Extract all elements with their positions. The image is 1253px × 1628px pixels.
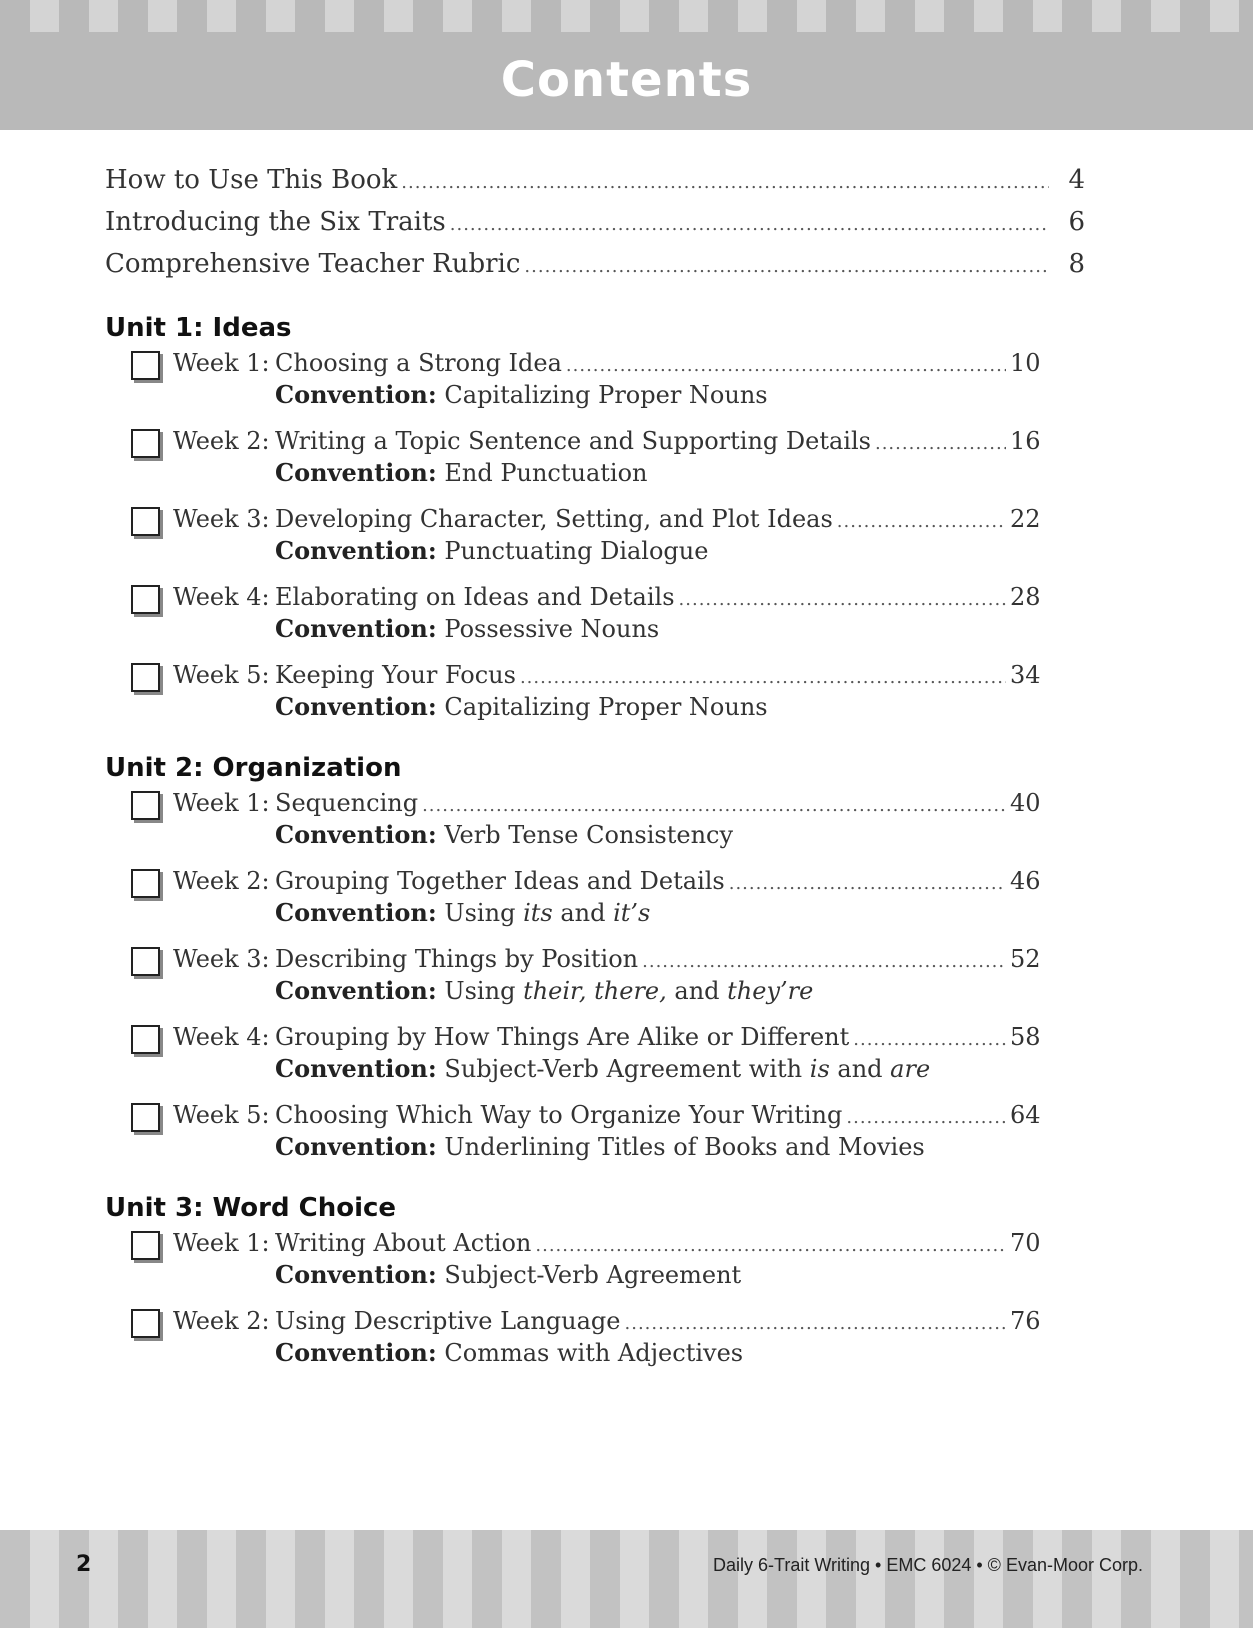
week-entry	[105, 349, 1085, 427]
convention-text: is	[809, 1055, 830, 1083]
week-label: Week 1:	[173, 1229, 270, 1257]
convention-text: Possessive Nouns	[444, 615, 660, 643]
week-page: 46	[1010, 867, 1041, 895]
week-entry	[105, 505, 1085, 583]
week-entry	[105, 661, 1085, 739]
dot-leader	[729, 873, 1006, 894]
entry-title: Introducing the Six Traits	[105, 207, 446, 237]
convention-text: they’re	[727, 977, 814, 1005]
week-title: Developing Character, Setting, and Plot Ideas	[275, 505, 833, 533]
dot-leader	[625, 1313, 1007, 1334]
dot-leader	[679, 589, 1006, 610]
convention-label: Convention:	[275, 1260, 437, 1289]
checkbox[interactable]	[131, 1309, 160, 1338]
convention-label: Convention:	[275, 692, 437, 721]
week-entry	[105, 1023, 1085, 1101]
convention-label: Convention:	[275, 536, 437, 565]
dot-leader	[401, 172, 1049, 193]
week-title-line[interactable]	[275, 583, 1040, 611]
week-title: Elaborating on Ideas and Details	[275, 583, 675, 611]
page-number: 2	[76, 1552, 92, 1577]
dot-leader	[837, 511, 1006, 532]
convention-label: Convention:	[275, 820, 437, 849]
convention-text: Using	[444, 899, 524, 927]
convention-label: Convention:	[275, 976, 437, 1005]
page-header	[0, 0, 1253, 130]
convention-text: Subject-Verb Agreement	[444, 1261, 742, 1289]
checkbox[interactable]	[131, 663, 160, 692]
convention-label: Convention:	[275, 898, 437, 927]
week-entry	[105, 1101, 1085, 1179]
week-page: 28	[1010, 583, 1041, 611]
week-entry	[105, 1229, 1085, 1307]
week-title: Choosing a Strong Idea	[275, 349, 562, 377]
convention-text: and	[666, 977, 728, 1005]
week-title-line[interactable]	[275, 867, 1040, 895]
dot-leader	[853, 1029, 1006, 1050]
entry-page: 8	[1068, 249, 1085, 279]
week-entry	[105, 945, 1085, 1023]
unit-week-list	[105, 1229, 1085, 1385]
week-label: Week 2:	[173, 427, 270, 455]
week-title-line[interactable]	[275, 349, 1040, 377]
week-page: 40	[1010, 789, 1041, 817]
dot-leader	[535, 1235, 1006, 1256]
convention-text: it’s	[613, 899, 651, 927]
checkbox[interactable]	[131, 1103, 160, 1132]
week-title-line[interactable]	[275, 945, 1040, 973]
week-title-line[interactable]	[275, 427, 1040, 455]
convention-label: Convention:	[275, 1132, 437, 1161]
convention-text: End Punctuation	[444, 459, 648, 487]
week-page: 16	[1010, 427, 1041, 455]
entry-page: 4	[1068, 165, 1085, 195]
week-label: Week 4:	[173, 1023, 270, 1051]
convention-label: Convention:	[275, 1338, 437, 1367]
dot-leader	[875, 433, 1006, 454]
convention-text: Punctuating Dialogue	[444, 537, 709, 565]
header-stripes	[0, 0, 1253, 32]
entry-title: Comprehensive Teacher Rubric	[105, 249, 521, 279]
week-title-line[interactable]	[275, 1307, 1040, 1335]
convention-line	[275, 1260, 741, 1289]
week-title: Sequencing	[275, 789, 419, 817]
convention-text: Capitalizing Proper Nouns	[444, 693, 768, 721]
week-page: 64	[1010, 1101, 1041, 1129]
checkbox[interactable]	[131, 947, 160, 976]
week-entry	[105, 427, 1085, 505]
week-title-line[interactable]	[275, 1101, 1040, 1129]
checkbox[interactable]	[131, 1231, 160, 1260]
entry-title: How to Use This Book	[105, 165, 398, 195]
convention-text: Subject-Verb Agreement with	[444, 1055, 810, 1083]
week-label: Week 4:	[173, 583, 270, 611]
convention-line	[275, 458, 648, 487]
week-title: Writing About Action	[275, 1229, 532, 1257]
dot-leader	[846, 1107, 1006, 1128]
page-title: Contents	[500, 52, 753, 108]
week-page: 10	[1010, 349, 1041, 377]
checkbox[interactable]	[131, 791, 160, 820]
entry-page: 6	[1068, 207, 1085, 237]
convention-line	[275, 380, 768, 409]
convention-text: Verb Tense Consistency	[444, 821, 734, 849]
convention-text: Using	[444, 977, 524, 1005]
page-footer	[0, 1530, 1253, 1628]
convention-label: Convention:	[275, 614, 437, 643]
week-entry	[105, 789, 1085, 867]
convention-line	[275, 536, 708, 565]
unit-heading: Unit 2: Organization	[105, 753, 402, 783]
week-label: Week 5:	[173, 1101, 270, 1129]
dot-leader	[450, 214, 1049, 235]
week-page: 22	[1010, 505, 1041, 533]
convention-text: and	[829, 1055, 891, 1083]
footer-credit: Daily 6-Trait Writing • EMC 6024 • © Evan-Moor Corp.	[713, 1555, 1143, 1575]
front-matter-row[interactable]	[105, 249, 1085, 291]
week-title-line[interactable]	[275, 1023, 1040, 1051]
dot-leader	[642, 951, 1006, 972]
front-matter-row[interactable]	[105, 207, 1085, 249]
week-entry	[105, 867, 1085, 945]
week-label: Week 3:	[173, 505, 270, 533]
convention-line	[275, 1338, 743, 1367]
week-title-line[interactable]	[275, 789, 1040, 817]
checkbox[interactable]	[131, 351, 160, 380]
convention-text: Capitalizing Proper Nouns	[444, 381, 768, 409]
week-label: Week 2:	[173, 867, 270, 895]
checkbox[interactable]	[131, 507, 160, 536]
convention-line	[275, 692, 768, 721]
week-title: Keeping Your Focus	[275, 661, 516, 689]
convention-line	[275, 1054, 930, 1083]
week-title: Using Descriptive Language	[275, 1307, 621, 1335]
week-page: 70	[1010, 1229, 1041, 1257]
week-page: 52	[1010, 945, 1041, 973]
week-page: 34	[1010, 661, 1041, 689]
week-title: Grouping by How Things Are Alike or Different	[275, 1023, 850, 1051]
week-label: Week 1:	[173, 349, 270, 377]
week-title-line[interactable]	[275, 505, 1040, 533]
week-page: 58	[1010, 1023, 1041, 1051]
week-entry	[105, 1307, 1085, 1385]
week-entry	[105, 583, 1085, 661]
convention-line	[275, 1132, 925, 1161]
week-title: Describing Things by Position	[275, 945, 639, 973]
convention-label: Convention:	[275, 380, 437, 409]
week-title: Grouping Together Ideas and Details	[275, 867, 725, 895]
week-title-line[interactable]	[275, 661, 1040, 689]
week-page: 76	[1010, 1307, 1041, 1335]
week-label: Week 3:	[173, 945, 270, 973]
unit-heading: Unit 1: Ideas	[105, 313, 292, 343]
week-title-line[interactable]	[275, 1229, 1040, 1257]
convention-label: Convention:	[275, 458, 437, 487]
dot-leader	[520, 667, 1006, 688]
dot-leader	[524, 256, 1049, 277]
dot-leader	[422, 795, 1006, 816]
week-label: Week 2:	[173, 1307, 270, 1335]
week-label: Week 1:	[173, 789, 270, 817]
convention-line	[275, 820, 733, 849]
dot-leader	[566, 355, 1006, 376]
convention-text: their, there,	[523, 977, 667, 1005]
table-of-contents	[105, 165, 1085, 1385]
week-title: Writing a Topic Sentence and Supporting Details	[275, 427, 871, 455]
unit-week-list	[105, 789, 1085, 1179]
convention-line	[275, 898, 650, 927]
checkbox[interactable]	[131, 869, 160, 898]
checkbox[interactable]	[131, 429, 160, 458]
convention-text: are	[890, 1055, 931, 1083]
unit-heading: Unit 3: Word Choice	[105, 1193, 397, 1223]
checkbox[interactable]	[131, 1025, 160, 1054]
convention-line	[275, 614, 659, 643]
week-label: Week 5:	[173, 661, 270, 689]
convention-text: and	[552, 899, 614, 927]
checkbox[interactable]	[131, 585, 160, 614]
convention-label: Convention:	[275, 1054, 437, 1083]
week-title: Choosing Which Way to Organize Your Writing	[275, 1101, 843, 1129]
unit-week-list	[105, 349, 1085, 739]
convention-text: its	[523, 899, 553, 927]
convention-text: Underlining Titles of Books and Movies	[444, 1133, 925, 1161]
front-matter-row[interactable]	[105, 165, 1085, 207]
convention-line	[275, 976, 813, 1005]
convention-text: Commas with Adjectives	[444, 1339, 744, 1367]
